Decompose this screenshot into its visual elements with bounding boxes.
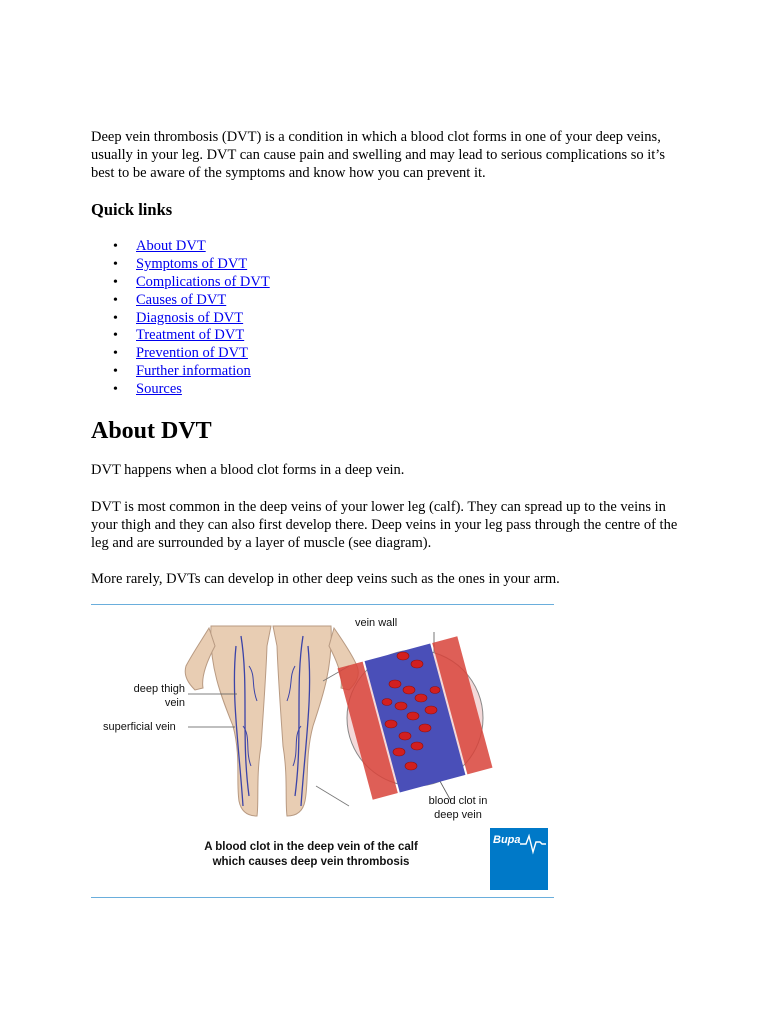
caption-line1: A blood clot in the deep vein of the calf	[204, 841, 418, 853]
quick-links-list	[91, 238, 270, 399]
list-item	[91, 363, 270, 381]
link-causes-of-dvt[interactable]: Causes of DVT	[136, 291, 227, 308]
magnified-vein	[338, 636, 493, 799]
list-item	[91, 238, 270, 256]
diagram-top-rule	[91, 604, 554, 605]
link-treatment-of-dvt[interactable]: Treatment of DVT	[136, 327, 245, 344]
label-vein-wall: vein wall	[355, 617, 398, 629]
dvt-diagram	[91, 606, 554, 897]
label-superficial-vein: superficial vein	[103, 721, 176, 733]
heartbeat-icon	[490, 828, 548, 890]
link-sources[interactable]: Sources	[136, 381, 182, 398]
link-complications-of-dvt[interactable]: Complications of DVT	[136, 273, 270, 290]
about-paragraph-2: DVT is most common in the deep veins of your lower leg (calf). They can spread up to the veins in your thigh and they can also first develop there. Deep veins in your leg pass through the centre of the leg and are surrounded by a layer of muscle (see diagram).	[91, 499, 678, 551]
list-item	[91, 345, 270, 363]
quick-links-heading: Quick links	[91, 200, 173, 219]
label-blood-clot-line2: deep vein	[434, 809, 482, 821]
label-blood-clot	[425, 794, 491, 822]
about-dvt-heading: About DVT	[91, 418, 212, 444]
list-item	[91, 381, 270, 399]
link-prevention-of-dvt[interactable]: Prevention of DVT	[136, 345, 248, 362]
link-further-information[interactable]: Further information	[136, 363, 251, 380]
about-paragraph-3: More rarely, DVTs can develop in other deep veins such as the ones in your arm.	[91, 571, 560, 587]
link-about-dvt[interactable]: About DVT	[136, 238, 206, 254]
label-blood-clot-line1: blood clot in	[428, 795, 488, 807]
about-paragraph-1: DVT happens when a blood clot forms in a deep vein.	[91, 462, 405, 478]
label-deep-thigh-line2: vein	[164, 697, 185, 709]
list-item	[91, 256, 270, 274]
label-deep-thigh-line1: deep thigh	[133, 683, 185, 695]
diagram-bottom-rule	[91, 897, 554, 898]
intro-paragraph: Deep vein thrombosis (DVT) is a condition in which a blood clot forms in one of your deep veins, usually in your leg. DVT can cause pain and swelling and may lead to serious complications so it’s best to be aware of the symptoms and know how you can prevent it.	[91, 129, 665, 181]
caption-line2: which causes deep vein thrombosis	[212, 856, 410, 868]
bupa-logo-text: Bupa	[493, 834, 521, 846]
list-item	[91, 310, 270, 328]
label-deep-thigh-vein	[127, 682, 185, 710]
list-item	[91, 292, 270, 310]
bupa-logo	[490, 828, 548, 890]
diagram-caption	[171, 840, 451, 870]
link-diagnosis-of-dvt[interactable]: Diagnosis of DVT	[136, 309, 244, 326]
link-symptoms-of-dvt[interactable]: Symptoms of DVT	[136, 255, 248, 272]
list-item	[91, 327, 270, 345]
list-item	[91, 274, 270, 292]
legs-illustration	[185, 626, 358, 816]
